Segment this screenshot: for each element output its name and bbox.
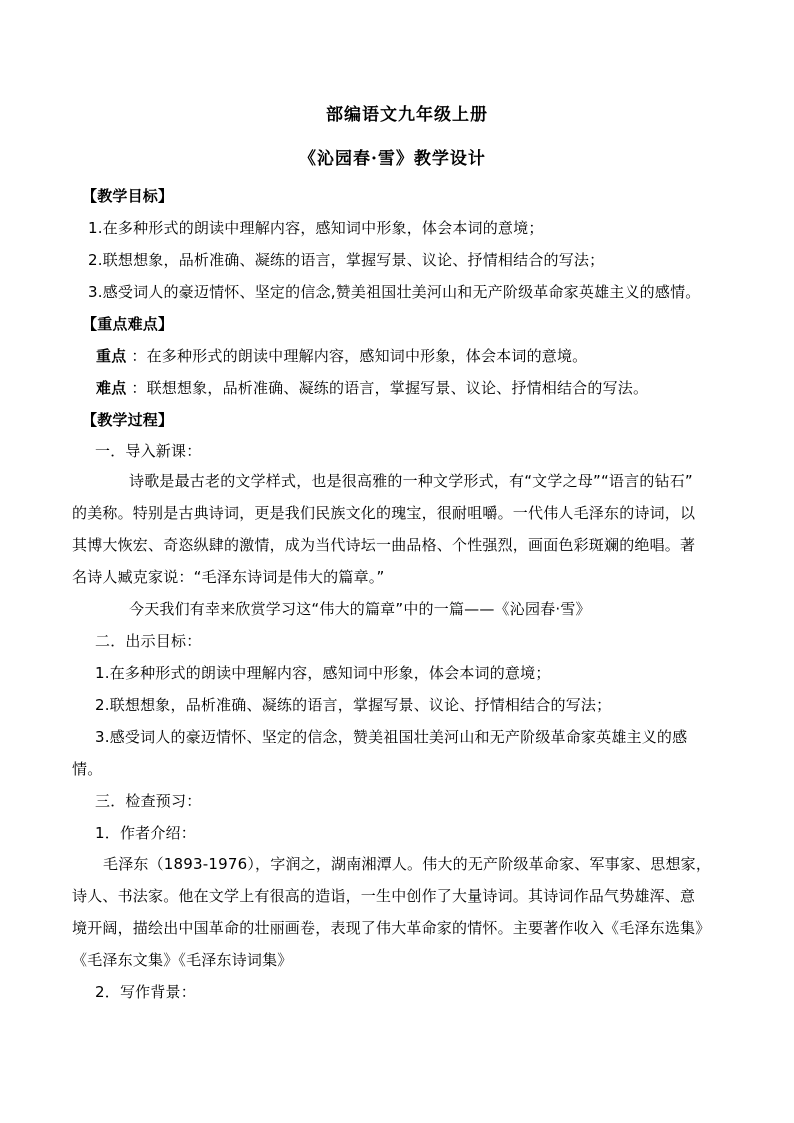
objective-item: 1.在多种形式的朗读中理解内容，感知词中形象，体会本词的意境； [88, 219, 544, 237]
paragraph-line: 其博大恢宏、奇恣纵肆的激情，成为当代诗坛一曲品格、个性强烈，画面色彩斑斓的绝唱。著 [72, 536, 696, 554]
goal-item: 1.在多种形式的朗读中理解内容，感知词中形象，体会本词的意境； [95, 664, 551, 682]
difficulty-line [96, 378, 648, 398]
paragraph-line: 名诗人臧克家说：“毛泽东诗词是伟大的篇章。” [72, 568, 385, 586]
objectives-heading: 【教学目标】 [82, 187, 174, 205]
process-heading: 【教学过程】 [82, 411, 174, 429]
paragraph-line: 《毛泽东文集》《毛泽东诗词集》 [72, 951, 293, 969]
paragraph-line: 今天我们有幸来欣赏学习这“伟大的篇章”中的一篇——《沁园春·雪》 [129, 600, 591, 618]
difficulty-label: 难点 [96, 379, 127, 397]
objective-item: 2.联想想象，品析准确、凝练的语言，掌握写景、议论、抒情相结合的写法； [88, 251, 605, 269]
goal-item: 3.感受词人的豪迈情怀、坚定的信念，赞美祖国壮美河山和无产阶级革命家英雄主义的感 [95, 728, 688, 746]
goal-item: 情。 [72, 760, 103, 778]
paragraph-line: 境开阔，描绘出中国革命的壮丽画卷，表现了伟大革命家的情怀。主要著作收入《毛泽东选集》 [72, 919, 711, 937]
objective-item: 3.感受词人的豪迈情怀、坚定的信念,赞美祖国壮美河山和无产阶级革命家英雄主义的感情。 [88, 283, 701, 301]
document-title: 部编语文九年级上册 [326, 105, 488, 125]
section-title: 二．出示目标： [95, 632, 202, 650]
subsection-title: 2．写作背景： [95, 983, 196, 1001]
paragraph-line: 诗人、书法家。他在文学上有很高的造诣，一生中创作了大量诗词。其诗词作品气势雄浑、意 [72, 887, 696, 905]
key-points-heading: 【重点难点】 [82, 315, 174, 333]
paragraph-line: 诗歌是最古老的文学样式，也是很高雅的一种文学形式，有“文学之母”“语言的钻石” [129, 472, 693, 490]
paragraph-line: 毛泽东（1893-1976），字润之，湖南湘潭人。伟大的无产阶级革命家、军事家、思想家， [103, 855, 712, 873]
subsection-title: 1．作者介绍： [95, 824, 196, 842]
focus-line [96, 346, 587, 366]
focus-label: 重点 [96, 347, 127, 365]
difficulty-text: ：联想想象，品析准确、凝练的语言，掌握写景、议论、抒情相结合的写法。 [126, 379, 649, 397]
document-subtitle: 《沁园春·雪》教学设计 [299, 149, 486, 169]
focus-text: ：在多种形式的朗读中理解内容，感知词中形象，体会本词的意境。 [126, 347, 588, 365]
paragraph-line: 的美称。特别是古典诗词，更是我们民族文化的瑰宝，很耐咀嚼。一代伟人毛泽东的诗词，以 [72, 504, 696, 522]
goal-item: 2.联想想象，品析准确、凝练的语言，掌握写景、议论、抒情相结合的写法； [95, 696, 612, 714]
section-title: 一．导入新课： [95, 442, 202, 460]
section-title: 三．检查预习： [95, 792, 202, 810]
